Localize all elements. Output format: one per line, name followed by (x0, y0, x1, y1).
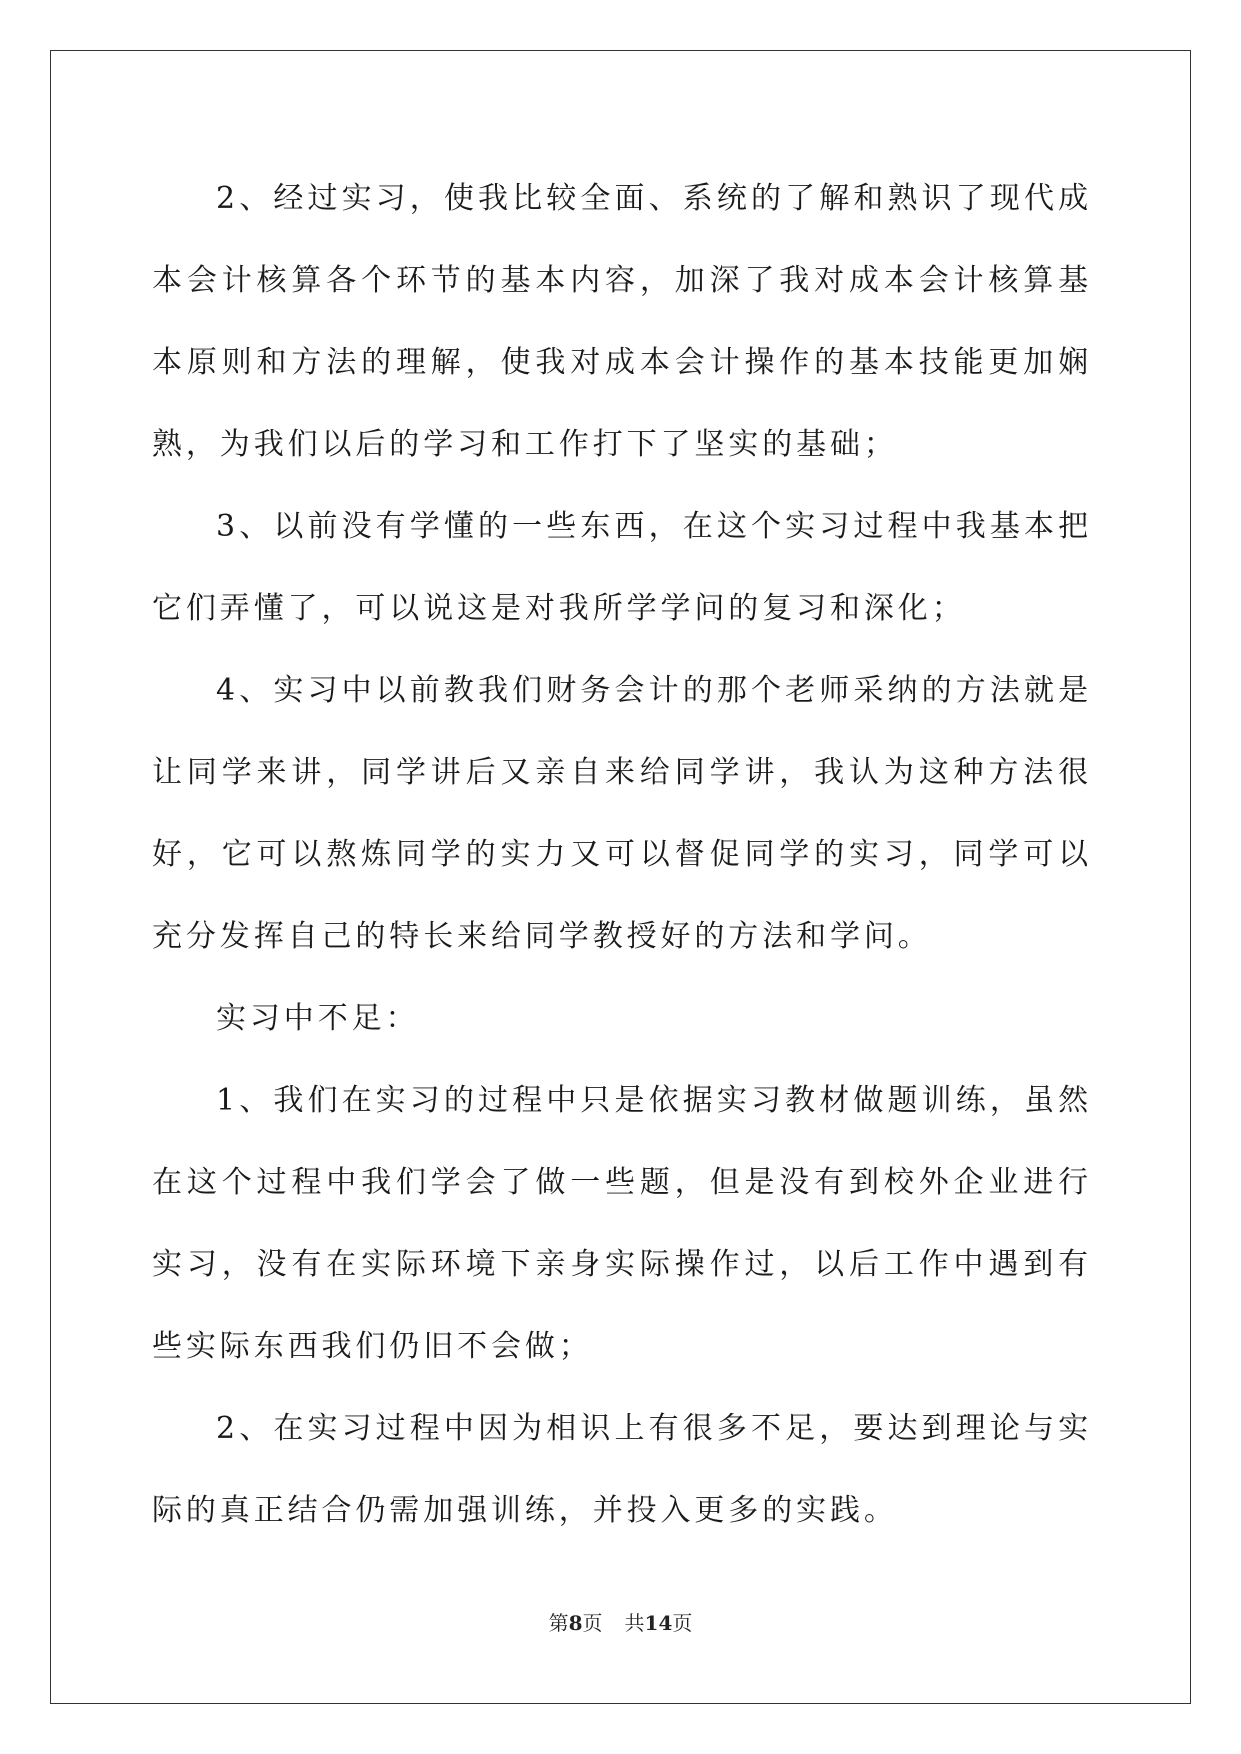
total-pages-label: 共14页 (624, 1611, 693, 1635)
shortcoming-item-1: 1、我们在实习的过程中只是依据实习教材做题训练，虽然在这个过程中我们学会了做一些题，但是没有到校外企业进行实习，没有在实际环境下亲身实际操作过，以后工作中遇到有些实际东西我们仍旧不会做； (152, 1083, 1092, 1364)
paragraph-item-3: 3、以前没有学懂的一些东西，在这个实习过程中我基本把它们弄懂了，可以说这是对我所学学问的复习和深化； (152, 509, 1092, 626)
shortcoming-item-2: 2、在实习过程中因为相识上有很多不足，要达到理论与实际的真正结合仍需加强训练，并投入更多的实践。 (152, 1411, 1092, 1528)
paragraph-item-2: 2、经过实习，使我比较全面、系统的了解和熟识了现代成本会计核算各个环节的基本内容，加深了我对成本会计核算基本原则和方法的理解，使我对成本会计操作的基本技能更加娴熟，为我们以后的学习和工作打下了坚实的基础； (152, 181, 1092, 462)
paragraph-item-4: 4、实习中以前教我们财务会计的那个老师采纳的方法就是让同学来讲，同学讲后又亲自来给同学讲，我认为这种方法很好，它可以熬炼同学的实力又可以督促同学的实习，同学可以充分发挥自己的特长来给同学教授好的方法和学问。 (152, 673, 1092, 954)
page-number-label: 第8页 (548, 1611, 603, 1635)
page-footer (0, 1611, 1241, 1635)
document-body (152, 158, 1092, 1552)
section-heading-shortcomings: 实习中不足： (216, 1001, 420, 1036)
